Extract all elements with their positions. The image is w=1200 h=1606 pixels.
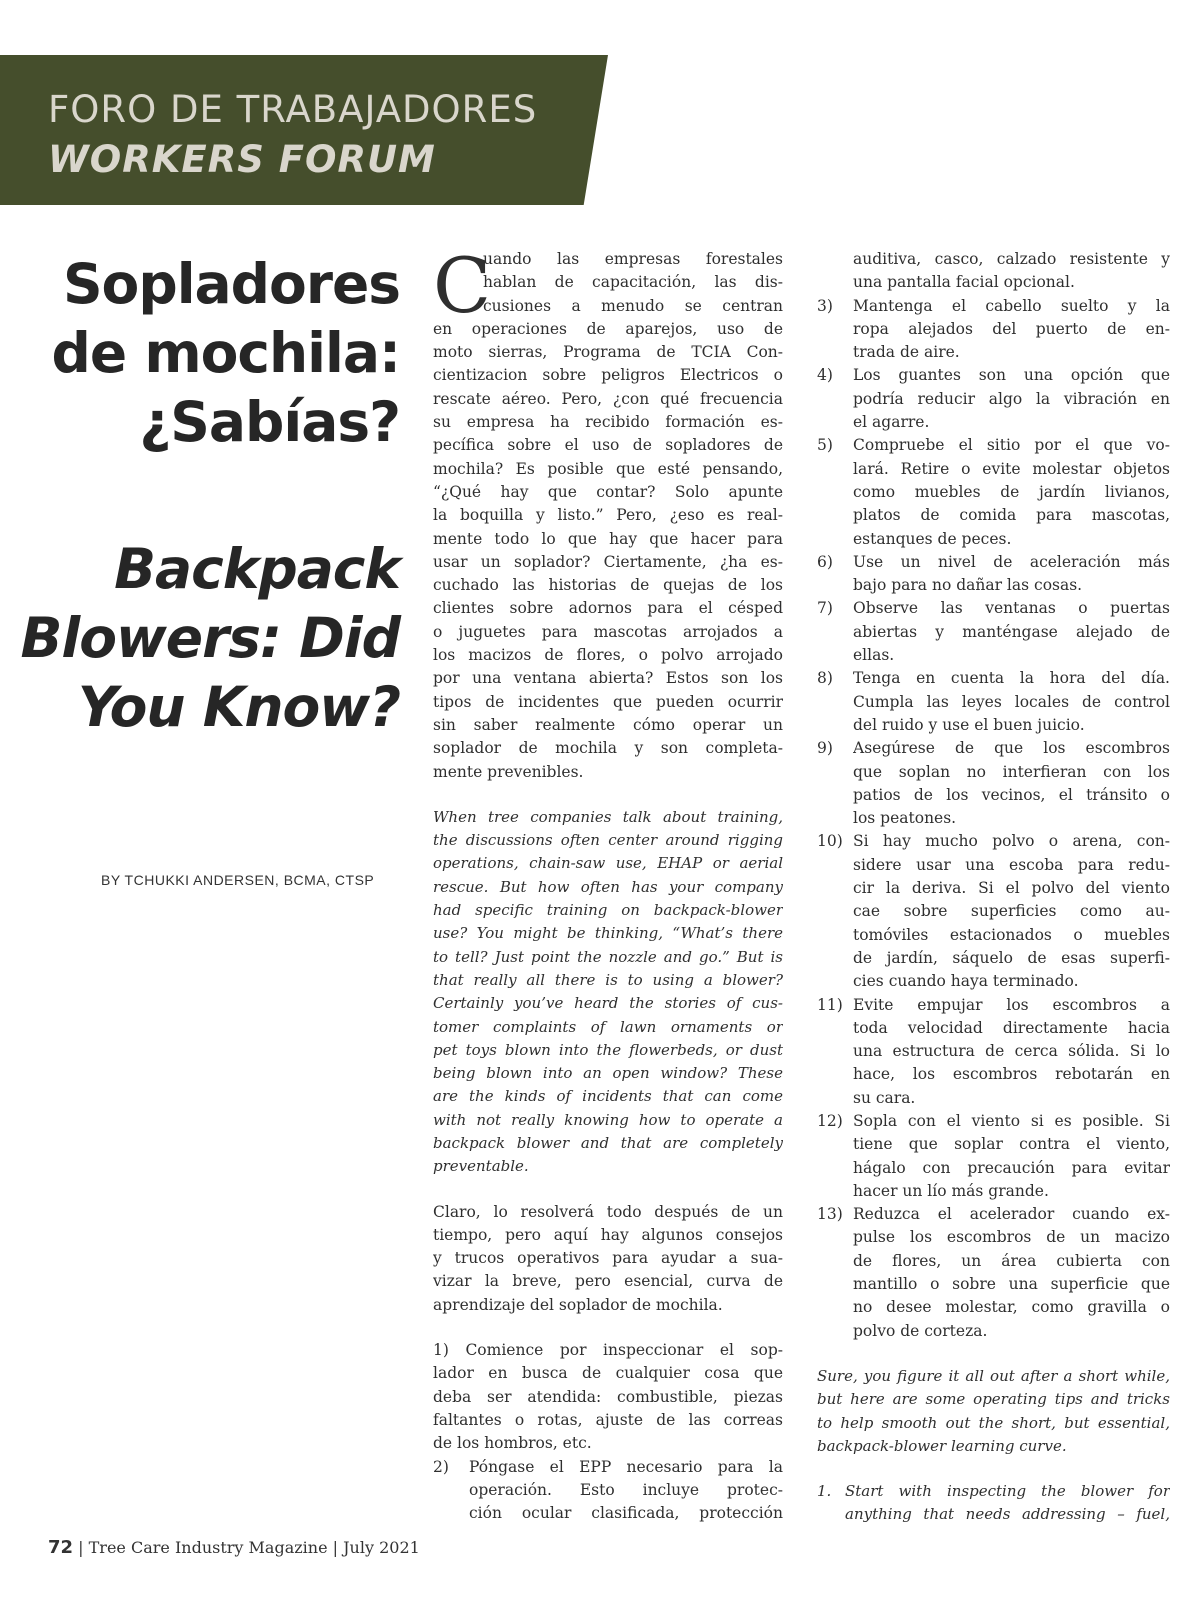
- text-line: clientes sobre adornos para el césped: [433, 599, 783, 618]
- text-line: patios de los vecinos, el tránsito o: [853, 785, 1170, 804]
- text-line: auditiva, casco, calzado resistente y: [853, 250, 1170, 268]
- text-line: su cara.: [853, 1088, 916, 1107]
- text-line: tiempo, pero aquí hay algunos consejos: [433, 1225, 783, 1244]
- tip-number: 3): [817, 296, 833, 315]
- tip-item: [817, 1110, 1170, 1203]
- text-line: operations, chain-saw use, EHAP or aerial: [433, 854, 783, 873]
- text-line: o juguetes para mascotas arrojados a: [433, 622, 783, 641]
- text-line: los macizos de flores, o polvo arrojado: [433, 646, 783, 665]
- text-line: pulse los escombros de un macizo: [853, 1228, 1170, 1247]
- text-line: no desee molestar, como gravilla o: [853, 1298, 1170, 1317]
- en-tip-item-1: [817, 1480, 1170, 1527]
- tip-item: [817, 434, 1170, 550]
- text-line: anything that needs addressing – fuel,: [845, 1505, 1170, 1524]
- text-line: que soplan no interfieran con los: [853, 762, 1170, 781]
- text-line: Cumpla las leyes locales de control: [853, 692, 1170, 711]
- text-line: cusiones a menudo se centran: [483, 296, 783, 315]
- text-line: backpack-blower learning curve.: [817, 1436, 1067, 1455]
- text-line: la boquilla y listo.” Pero, ¿eso es real-: [433, 506, 783, 525]
- text-line: aprendizaje del soplador de mochila.: [433, 1295, 723, 1314]
- title-line: ¿Sabías?: [139, 390, 400, 454]
- text-line: del ruido y use el buen juicio.: [853, 715, 1085, 734]
- text-line: Tenga en cuenta la hora del día.: [853, 669, 1170, 688]
- tip-number: 8): [817, 669, 833, 688]
- tip-item: [817, 295, 1170, 365]
- title-line: You Know?: [77, 675, 400, 739]
- tip-item: [817, 551, 1170, 598]
- text-line: mente todo lo que hay que hacer para: [433, 529, 783, 548]
- text-line: rescue. But how often has your company: [433, 877, 783, 896]
- tip-item: [817, 737, 1170, 830]
- text-line: como muebles de jardín livianos,: [853, 482, 1170, 501]
- text-line: Start with inspecting the blower for: [845, 1482, 1170, 1501]
- text-line: sin saber realmente cómo operar un: [433, 715, 783, 734]
- tip-item: [817, 994, 1170, 1110]
- tip-item-2-continued: [817, 248, 1170, 295]
- text-line: mantillo o sobre una superficie que: [853, 1275, 1170, 1294]
- text-line: Asegúrese de que los escombros: [853, 739, 1170, 758]
- text-line: Reduzca el acelerador cuando ex-: [853, 1205, 1170, 1224]
- text-line: una estructura de cerca sólida. Si lo: [853, 1042, 1170, 1061]
- text-line: Evite empujar los escombros a: [853, 995, 1170, 1014]
- byline: BY TCHUKKI ANDERSEN, BCMA, CTSP: [101, 872, 375, 888]
- tip-number: 6): [817, 552, 833, 571]
- text-line: 1) Comience por inspeccionar el sop-: [433, 1341, 783, 1360]
- text-line: When tree companies talk about training,: [433, 807, 783, 826]
- text-line: Observe las ventanas o puertas: [853, 599, 1170, 618]
- text-line: usar un soplador? Ciertamente, ¿ha es-: [433, 552, 783, 571]
- text-line: ción ocular clasificada, protección: [469, 1504, 783, 1523]
- intro-en-paragraph: [433, 806, 783, 1179]
- tip-item: [817, 667, 1170, 737]
- text-line: toda velocidad directamente hacia: [853, 1018, 1170, 1037]
- text-line: trada de aire.: [853, 343, 960, 362]
- section-title-en: WORKERS FORUM: [48, 138, 436, 181]
- tip-item-2: [433, 1456, 783, 1526]
- text-line: mente prevenibles.: [433, 762, 584, 781]
- tip-number: 11): [817, 995, 843, 1014]
- text-line: abiertas y manténgase alejado de: [853, 622, 1170, 641]
- text-line: that really all there is to using a blower?: [433, 970, 783, 989]
- tip-item: [817, 830, 1170, 993]
- page-footer: [48, 1537, 420, 1558]
- text-line: deba ser atendida: combustible, piezas: [433, 1387, 783, 1406]
- text-line: vizar la breve, pero esencial, curva de: [433, 1272, 783, 1291]
- text-line: y trucos operativos para ayudar a sua-: [433, 1249, 783, 1268]
- body-column-2: [817, 248, 1170, 1527]
- text-line: lador en busca de cualquier cosa que: [433, 1364, 783, 1383]
- tip-number: 7): [817, 599, 833, 618]
- text-line: lará. Retire o evite molestar objetos: [853, 459, 1170, 478]
- tip-number: 5): [817, 436, 833, 455]
- text-line: sidere usar una escoba para redu-: [853, 855, 1170, 874]
- text-line: being blown into an open window? These: [433, 1064, 783, 1083]
- text-line: podría reducir algo la vibración en: [853, 389, 1170, 408]
- tip-item-1: [433, 1339, 783, 1455]
- text-line: uando las empresas forestales: [483, 250, 783, 268]
- text-line: backpack blower and that are completely: [433, 1133, 783, 1152]
- tip-number: 13): [817, 1205, 843, 1224]
- text-line: Use un nivel de aceleración más: [853, 552, 1170, 571]
- text-line: hacer un lío más grande.: [853, 1181, 1049, 1200]
- text-line: una pantalla facial opcional.: [853, 273, 1075, 292]
- title-line: de mochila:: [51, 321, 400, 385]
- text-line: Póngase el EPP necesario para la: [469, 1457, 783, 1476]
- text-line: cientizacion sobre peligros Electricos o: [433, 366, 783, 385]
- page-number: 72: [48, 1537, 74, 1558]
- text-line: de jardín, sáquelo de esas superfi-: [853, 948, 1170, 967]
- text-line: su empresa ha recibido formación es-: [433, 413, 783, 432]
- title-line: Sopladores: [62, 252, 400, 316]
- text-line: pet toys blown into the flowerbeds, or dust: [433, 1040, 783, 1059]
- sure-en-paragraph: [817, 1365, 1170, 1458]
- tip-number: 10): [817, 832, 843, 851]
- text-line: tipos de incidentes que pueden ocurrir: [433, 692, 783, 711]
- body-column-1: [433, 241, 783, 1525]
- tip-number: 12): [817, 1111, 843, 1130]
- text-line: ropa alejados del puerto de en-: [853, 319, 1170, 338]
- text-line: hace, los escombros rebotarán en: [853, 1065, 1170, 1084]
- text-line: Claro, lo resolverá todo después de un: [433, 1202, 783, 1221]
- text-line: “¿Qué hay que contar? Solo apunte: [433, 482, 783, 501]
- text-line: Si hay mucho polvo o arena, con-: [853, 832, 1170, 851]
- text-line: ellas.: [853, 646, 895, 665]
- text-line: Mantenga el cabello suelto y la: [853, 296, 1170, 315]
- text-line: mochila? Es posible que esté pensando,: [433, 459, 783, 478]
- text-line: had specific training on backpack-blower: [433, 901, 783, 920]
- tip-item: [817, 597, 1170, 667]
- text-line: de los hombros, etc.: [433, 1434, 592, 1453]
- section-title-es: FORO DE TRABAJADORES: [48, 88, 538, 131]
- text-line: rescate aéreo. Pero, ¿con qué frecuencia: [433, 389, 783, 408]
- text-line: platos de comida para mascotas,: [853, 506, 1170, 525]
- text-line: preventable.: [433, 1157, 529, 1176]
- text-line: cuchado las historias de quejas de los: [433, 576, 783, 595]
- text-line: tomer complaints of lawn ornaments or: [433, 1017, 783, 1036]
- text-line: el agarre.: [853, 413, 930, 432]
- text-line: operación. Esto incluye protec-: [469, 1480, 783, 1499]
- text-line: faltantes o rotas, ajuste de las correas: [433, 1410, 783, 1429]
- text-line: Los guantes son una opción que: [853, 366, 1170, 385]
- text-line: but here are some operating tips and tricks: [817, 1390, 1170, 1409]
- text-line: to tell? Just point the nozzle and go.” But is: [433, 947, 783, 966]
- text-line: tomóviles estacionados o muebles: [853, 925, 1170, 944]
- text-line: los peatones.: [853, 809, 957, 828]
- text-line: soplador de mochila y son completa-: [433, 739, 783, 758]
- text-line: the discussions often center around rigging: [433, 831, 783, 850]
- text-line: Sure, you figure it all out after a short while,: [817, 1366, 1170, 1385]
- intro-es-paragraph: [433, 241, 783, 784]
- tip-item: [817, 1203, 1170, 1343]
- text-line: Certainly you’ve heard the stories of cus-: [433, 994, 783, 1013]
- text-line: with not really knowing how to operate a: [433, 1110, 783, 1129]
- text-line: polvo de corteza.: [853, 1321, 988, 1340]
- text-line: en operaciones de aparejos, uso de: [433, 319, 783, 338]
- article-title-en: [20, 535, 400, 742]
- text-line: de flores, un área cubierta con: [853, 1251, 1170, 1270]
- text-line: Sopla con el viento si es posible. Si: [853, 1111, 1170, 1130]
- tip-list: [817, 295, 1170, 1343]
- text-line: Compruebe el sitio por el que vo-: [853, 436, 1170, 455]
- text-line: moto sierras, Programa de TCIA Con-: [433, 343, 783, 362]
- text-line: pecífica sobre el uso de sopladores de: [433, 436, 783, 455]
- text-line: cir la deriva. Si el polvo del viento: [853, 879, 1170, 898]
- article-title-es: [52, 250, 401, 457]
- tip-item: [817, 364, 1170, 434]
- text-line: cae sobre superficies como au-: [853, 902, 1170, 921]
- title-line: Backpack: [114, 537, 400, 601]
- text-line: cies cuando haya terminado.: [853, 972, 1079, 991]
- text-line: tiene que soplar contra el viento,: [853, 1135, 1170, 1154]
- text-line: are the kinds of incidents that can come: [433, 1087, 783, 1106]
- text-line: estanques de peces.: [853, 529, 1012, 548]
- claro-paragraph: [433, 1201, 783, 1317]
- tip-number: 4): [817, 366, 833, 385]
- text-line: bajo para no dañar las cosas.: [853, 576, 1083, 595]
- text-line: hablan de capacitación, las dis-: [483, 273, 783, 292]
- text-line: to help smooth out the short, but essential,: [817, 1413, 1170, 1432]
- tip-number: 2): [433, 1457, 449, 1476]
- footer-text: | Tree Care Industry Magazine | July 2021: [73, 1538, 420, 1557]
- tip-number: 9): [817, 739, 833, 758]
- tip-number: 1.: [817, 1482, 832, 1501]
- text-line: hágalo con precaución para evitar: [853, 1158, 1170, 1177]
- text-line: use? You might be thinking, “What’s there: [433, 924, 783, 943]
- drop-cap: C: [433, 241, 492, 330]
- title-line: Blowers: Did: [20, 606, 400, 670]
- text-line: por una ventana abierta? Estos son los: [433, 669, 783, 688]
